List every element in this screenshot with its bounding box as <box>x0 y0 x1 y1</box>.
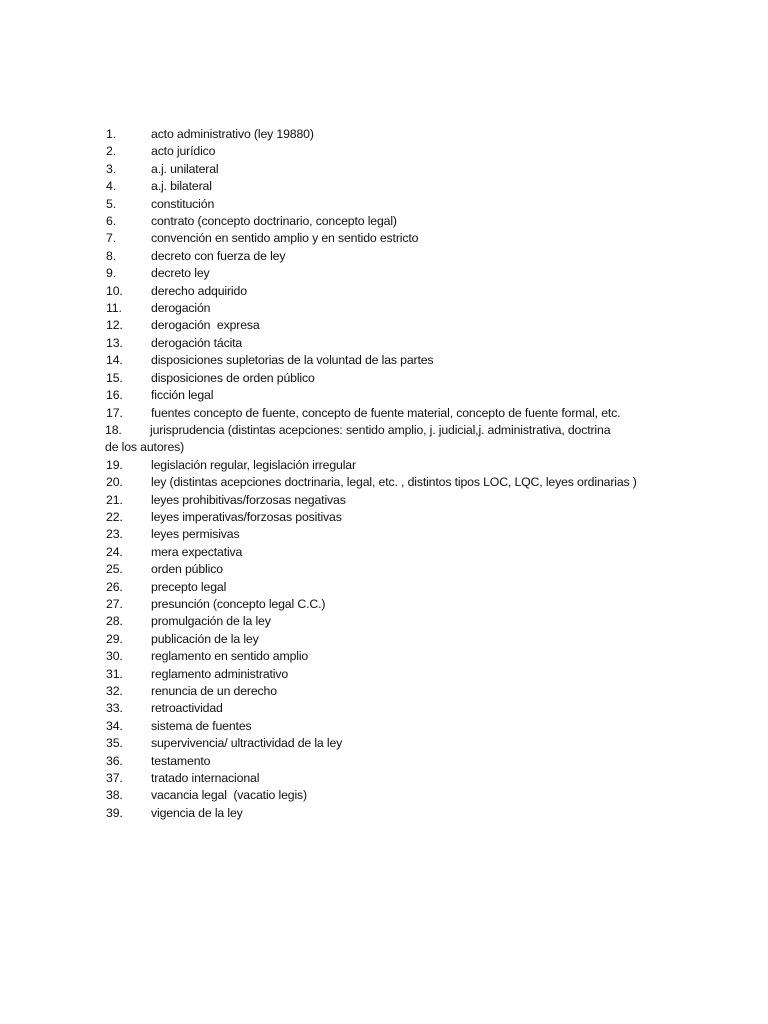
term-text: acto jurídico <box>151 144 216 159</box>
term-text: vigencia de la ley <box>151 805 243 820</box>
list-item <box>106 787 666 804</box>
term-text: disposiciones supletorias de la voluntad de las partes <box>151 353 434 368</box>
term-number: 28. <box>106 614 123 629</box>
term-text: disposiciones de orden público <box>151 370 315 385</box>
list-item <box>106 230 666 247</box>
term-list <box>106 126 666 822</box>
term-number: 35. <box>106 736 123 751</box>
term-number: 36. <box>106 753 123 768</box>
term-text: derogación tácita <box>151 335 243 350</box>
list-item <box>106 613 666 630</box>
list-item <box>106 161 666 178</box>
list-item <box>106 143 666 160</box>
term-text: ficción legal <box>151 388 214 403</box>
term-text: supervivencia/ ultractividad de la ley <box>151 736 343 751</box>
term-number: 26. <box>106 579 123 594</box>
list-item <box>106 805 666 822</box>
term-number: 9. <box>106 266 116 281</box>
term-number: 34. <box>106 718 123 733</box>
term-text: decreto con fuerza de ley <box>151 248 286 263</box>
list-item <box>106 770 666 787</box>
list-item <box>105 422 666 457</box>
list-item <box>106 492 666 509</box>
term-text: leyes permisivas <box>151 527 240 542</box>
list-item <box>106 317 666 334</box>
term-text: derogación expresa <box>151 318 260 333</box>
term-number: 29. <box>106 631 123 646</box>
list-item <box>106 370 666 387</box>
list-item <box>106 265 666 282</box>
list-item <box>106 700 666 717</box>
term-number: 30. <box>106 649 123 664</box>
term-number: 27. <box>106 596 123 611</box>
term-number: 4. <box>106 179 116 194</box>
list-item <box>106 648 666 665</box>
list-item <box>106 631 666 648</box>
term-text: orden público <box>151 562 223 577</box>
term-number: 21. <box>106 492 123 507</box>
term-number: 18. <box>105 422 122 437</box>
list-item <box>106 457 666 474</box>
term-text: vacancia legal (vacatio legis) <box>151 788 307 803</box>
term-text: fuentes concepto de fuente, concepto de fuente material, concepto de fuente formal, etc. <box>151 405 621 420</box>
term-number: 38. <box>106 788 123 803</box>
list-item <box>106 544 666 561</box>
term-text: tratado internacional <box>151 771 260 786</box>
term-number: 37. <box>106 771 123 786</box>
list-item <box>106 579 666 596</box>
term-text: precepto legal <box>151 579 227 594</box>
term-number: 33. <box>106 701 123 716</box>
term-number: 11. <box>106 301 122 316</box>
term-number: 2. <box>106 144 116 159</box>
term-text: derogación <box>151 301 211 316</box>
term-text: legislación regular, legislación irregular <box>151 457 356 472</box>
term-number: 6. <box>106 214 116 229</box>
term-number: 10. <box>106 283 123 298</box>
list-item <box>106 335 666 352</box>
term-number: 24. <box>106 544 123 559</box>
list-item <box>106 352 666 369</box>
term-number: 3. <box>106 161 116 176</box>
list-item <box>106 509 666 526</box>
list-item <box>106 213 666 230</box>
list-item <box>106 387 666 404</box>
term-number: 7. <box>106 231 116 246</box>
list-item <box>106 596 666 613</box>
term-number: 20. <box>106 475 123 490</box>
term-number: 14. <box>106 353 123 368</box>
list-item <box>106 474 666 491</box>
list-item <box>106 405 666 422</box>
list-item <box>106 300 666 317</box>
term-text: acto administrativo (ley 19880) <box>151 127 314 141</box>
list-item <box>106 683 666 700</box>
list-item <box>106 248 666 265</box>
term-text: renuncia de un derecho <box>151 684 277 698</box>
term-number: 22. <box>106 509 123 524</box>
list-item <box>106 561 666 578</box>
term-text: leyes prohibitivas/forzosas negativas <box>151 492 346 507</box>
term-number: 32. <box>106 684 123 698</box>
term-text: convención en sentido amplio y en sentido estricto <box>151 231 419 246</box>
list-item <box>106 718 666 735</box>
term-number: 25. <box>106 562 123 577</box>
term-text: promulgación de la ley <box>151 614 271 629</box>
term-number: 23. <box>106 527 123 542</box>
term-text: retroactividad <box>151 701 223 716</box>
term-number: 19. <box>106 457 123 472</box>
term-text: mera expectativa <box>151 544 243 559</box>
list-item <box>106 196 666 213</box>
term-text: testamento <box>151 753 211 768</box>
list-item <box>106 526 666 543</box>
term-text: reglamento administrativo <box>151 666 289 681</box>
term-number: 39. <box>106 805 123 820</box>
list-item <box>106 178 666 195</box>
term-text-continuation: de los autores) <box>105 440 185 455</box>
list-item <box>106 753 666 770</box>
term-text: leyes imperativas/forzosas positivas <box>151 509 342 524</box>
term-text: a.j. unilateral <box>151 161 219 176</box>
term-number: 12. <box>106 318 123 333</box>
term-text: sistema de fuentes <box>151 718 252 733</box>
term-text: ley (distintas acepciones doctrinaria, legal, etc. , distintos tipos LOC, LQC, leyes ordinarias ) <box>151 475 637 490</box>
term-text: contrato (concepto doctrinario, concepto legal) <box>151 214 397 229</box>
term-number: 31. <box>106 666 123 681</box>
term-text: presunción (concepto legal C.C.) <box>151 596 326 611</box>
term-number: 5. <box>106 196 116 211</box>
term-text: decreto ley <box>151 266 210 281</box>
list-item <box>106 126 666 143</box>
term-text: a.j. bilateral <box>151 179 212 194</box>
term-text: derecho adquirido <box>151 283 247 298</box>
list-item <box>106 283 666 300</box>
term-text: constitución <box>151 196 215 211</box>
list-item <box>106 735 666 752</box>
term-text: jurisprudencia (distintas acepciones: sentido amplio, j. judicial,j. administrativa, doctrina <box>150 422 611 437</box>
list-item <box>106 666 666 683</box>
term-number: 1. <box>106 127 116 141</box>
term-number: 13. <box>106 335 123 350</box>
term-number: 8. <box>106 248 116 263</box>
term-text: reglamento en sentido amplio <box>151 649 309 664</box>
term-number: 16. <box>106 388 123 403</box>
term-number: 15. <box>106 370 123 385</box>
term-number: 17. <box>106 405 123 420</box>
term-text: publicación de la ley <box>151 631 259 646</box>
